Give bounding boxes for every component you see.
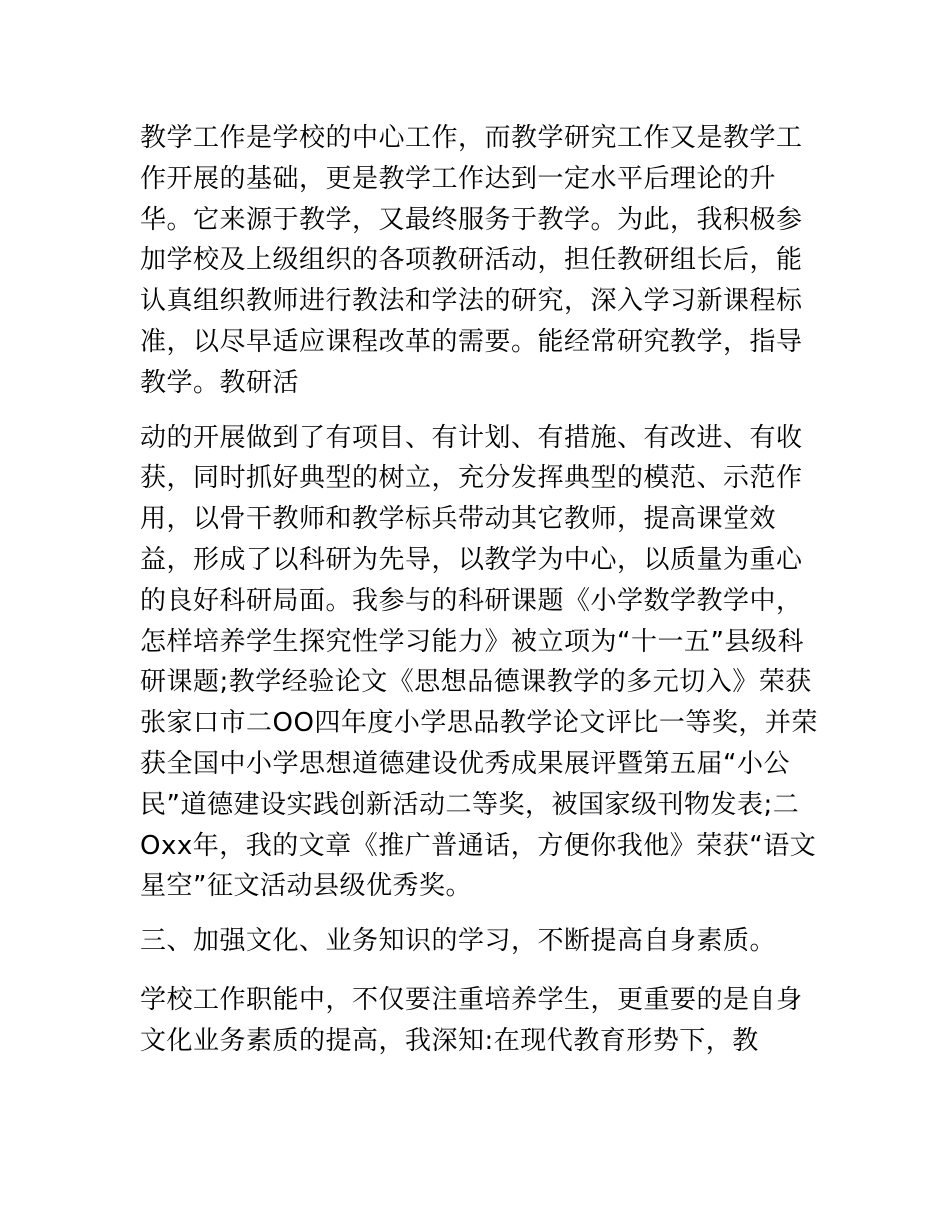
paragraph-teaching-research: 教学工作是学校的中心工作，而教学研究工作又是教学工作开展的基础，更是教学工作达到一定水平后理论的升华。它来源于教学，又最终服务于教学。为此，我积极参加学校及上级组织的各项教研活动，担任教研组长后，能认真组织教师进行教法和学法的研究，深入学习新课程标准，以尽早适应课程改革的需要。能经常研究教学，指导教学。教研活 bbox=[140, 123, 803, 398]
paragraph-research-achievements: 动的开展做到了有项目、有计划、有措施、有改进、有收获，同时抓好典型的树立，充分发挥典型的模范、示范作用，以骨干教师和教学标兵带动其它教师，提高课堂效益，形成了以科研为先导，以教学为中心，以质量为重心的良好科研局面。我参与的科研课题《小学数学教学中，怎样培养学生探究性学习能力》被立项为“十一五”县级科研课题;教学经验论文《思想品德课教学的多元切入》荣获张家口市二OO四年度小学思品教学论文评比一等奖，并荣获全国中小学思想道德建设优秀成果展评暨第五届“小公民”道德建设实践创新活动二等奖，被国家级刊物发表;二Oxx年，我的文章《推广普通话，方便你我他》荣获“语文星空”征文活动县级优秀奖。 bbox=[140, 422, 818, 902]
section-heading-self-improvement: 三、加强文化、业务知识的学习，不断提高自身素质。 bbox=[140, 926, 777, 957]
paragraph-self-quality: 学校工作职能中，不仅要注重培养学生，更重要的是自身文化业务素质的提高，我深知:在现代教育形势下，教 bbox=[140, 984, 803, 1056]
document-page bbox=[140, 118, 820, 1076]
